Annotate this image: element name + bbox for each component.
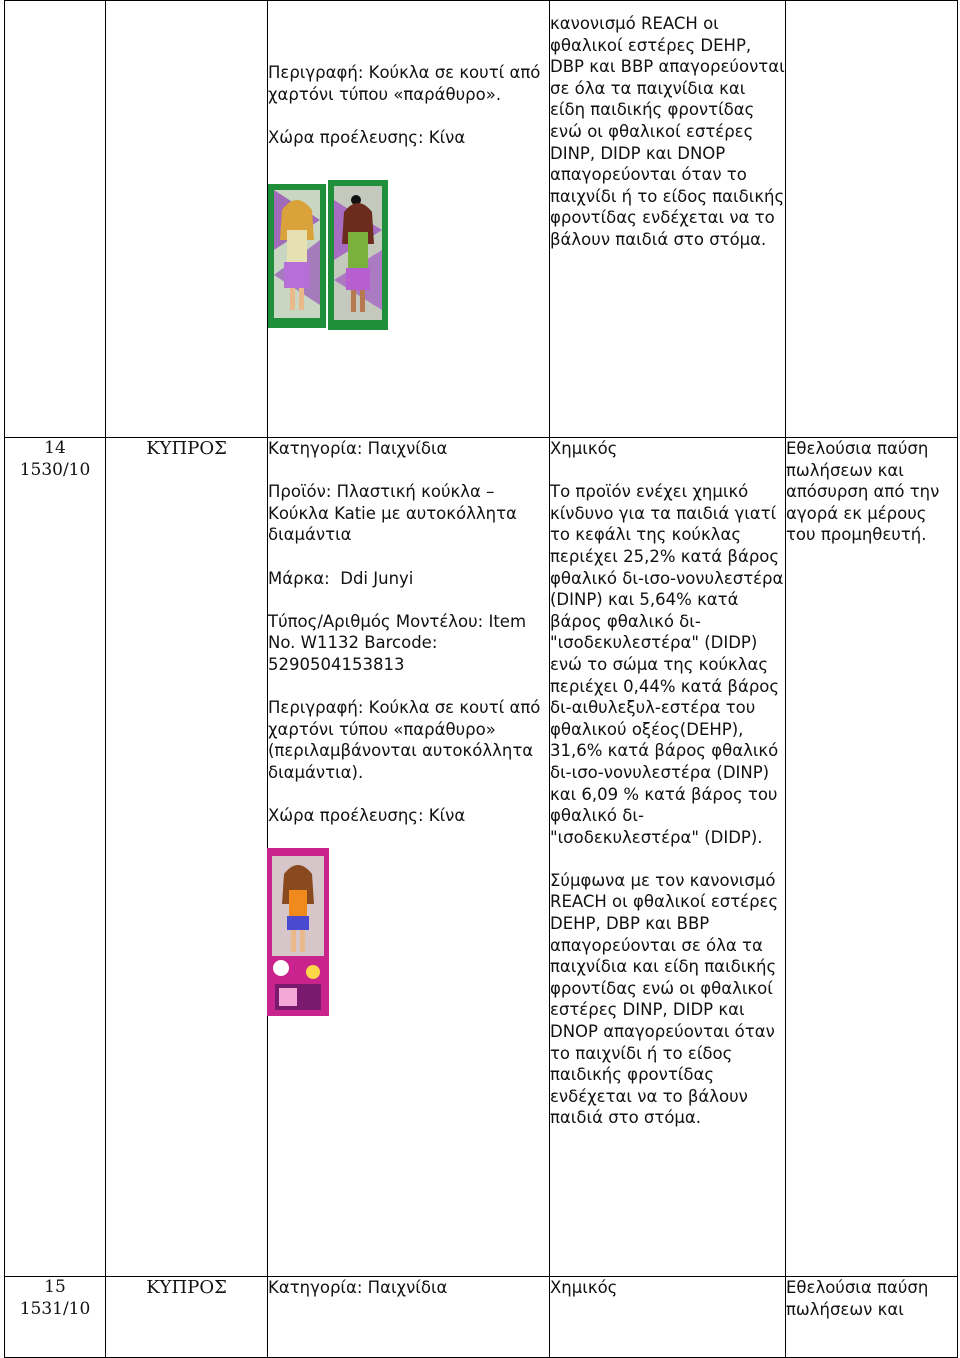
item-reference: 1530/10 bbox=[19, 459, 91, 480]
product-description: Περιγραφή: Κούκλα σε κουτί από χαρτόνι τύπου «παράθυρο» (περιλαμβάνονται αυτοκόλλητα διαμάντια). bbox=[268, 698, 541, 782]
product-origin: Χώρα προέλευσης: Κίνα bbox=[268, 127, 466, 147]
doll-box-photo bbox=[268, 180, 388, 330]
measures-text: Εθελούσια παύση πωλήσεων και απόσυρση από την αγορά εκ μέρους του προμηθευτή. bbox=[786, 439, 940, 545]
cell-measures bbox=[786, 438, 958, 1277]
risk-text: κανονισμό REACH οι φθαλικοί εστέρες DEHP, DBP και BBP απαγορεύονται σε όλα τα παιχνίδια και είδη παιδικής φροντίδας ενώ οι φθαλικοί εστέρες DINP, DIDP και DNOP απαγορεύονται όταν το παιχνίδι ή το είδος παιδικής φροντίδας ενδέχεται να το βάλουν παιδιά στο στόμα. bbox=[550, 14, 785, 249]
cell-risk bbox=[550, 1277, 786, 1358]
cell-measures bbox=[786, 1277, 958, 1358]
doll-box-photo bbox=[267, 848, 329, 1016]
cell-number bbox=[5, 438, 106, 1277]
cell-country bbox=[106, 438, 268, 1277]
country-name: ΚΥΠΡΟΣ bbox=[146, 1277, 227, 1298]
item-number: 15 bbox=[44, 1277, 66, 1297]
product-name: Προϊόν: Πλαστική κούκλα – Κούκλα Katie με αυτοκόλλητα διαμάντια bbox=[268, 482, 517, 545]
cell-product bbox=[268, 1, 550, 438]
measures-text: Εθελούσια παύση πωλήσεων και bbox=[786, 1278, 929, 1319]
cell-product bbox=[268, 438, 550, 1277]
table-row bbox=[5, 438, 958, 1277]
table-row bbox=[5, 1, 958, 438]
item-number: 14 bbox=[44, 438, 66, 458]
product-category: Κατηγορία: Παιχνίδια bbox=[268, 1278, 448, 1297]
risk-type: Χημικός bbox=[550, 439, 618, 458]
product-model: Τύπος/Αριθμός Μοντέλου: Item No. W1132 Barcode: 5290504153813 bbox=[268, 611, 527, 674]
product-description: Περιγραφή: Κούκλα σε κουτί από χαρτόνι τύπου «παράθυρο». bbox=[268, 63, 541, 104]
risk-regulation: Σύμφωνα με τον κανονισμό REACH οι φθαλικοί εστέρες DEHP, DBP και BBP απαγορεύονται σε όλα τα παιχνίδια και είδη παιδικής φροντίδας ενώ οι φθαλικοί εστέρες DINP, DIDP και DNOP απαγορεύονται όταν το παιχνίδι ή το είδος παιδικής φροντίδας ενδέχεται να το βάλουν παιδιά στο στόμα. bbox=[550, 870, 779, 1128]
cell-country bbox=[106, 1, 268, 438]
cell-number bbox=[5, 1277, 106, 1358]
cell-risk bbox=[550, 1, 786, 438]
cell-measures bbox=[786, 1, 958, 438]
table-row bbox=[5, 1277, 958, 1358]
country-name: ΚΥΠΡΟΣ bbox=[146, 438, 227, 459]
risk-description: Το προϊόν ενέχει χημικό κίνδυνο για τα παιδιά γιατί το κεφάλι της κούκλας περιέχει 25,2% κατά βάρος φθαλικό δι-ισο-νονυλεστέρα (DINP) και 5,64% κατά βάρος φθαλικό δι-"ισοδεκυλεστέρα" (DIDP) ενώ το σώμα της κούκλας περιέχει 0,44% κατά βάρος δι-αιθυλεξυλ-εστέρα του φθαλικού οξέος(DEHP), 31,6% κατά βάρος φθαλικό δι-ισο-νονυλεστέρα (DINP) και 6,09 % κατά βάρος του φθαλικό δι-"ισοδεκυλεστέρα" (DIDP). bbox=[550, 482, 784, 847]
product-origin: Χώρα προέλευσης: Κίνα bbox=[268, 806, 466, 826]
cell-risk bbox=[550, 438, 786, 1277]
notifications-table bbox=[4, 0, 958, 1358]
item-reference: 1531/10 bbox=[19, 1298, 91, 1319]
product-brand: Μάρκα: Ddi Junyi bbox=[268, 568, 414, 588]
cell-number bbox=[5, 1, 106, 438]
risk-type: Χημικός bbox=[550, 1278, 618, 1297]
product-category: Κατηγορία: Παιχνίδια bbox=[268, 439, 448, 458]
cell-country bbox=[106, 1277, 268, 1358]
cell-product bbox=[268, 1277, 550, 1358]
